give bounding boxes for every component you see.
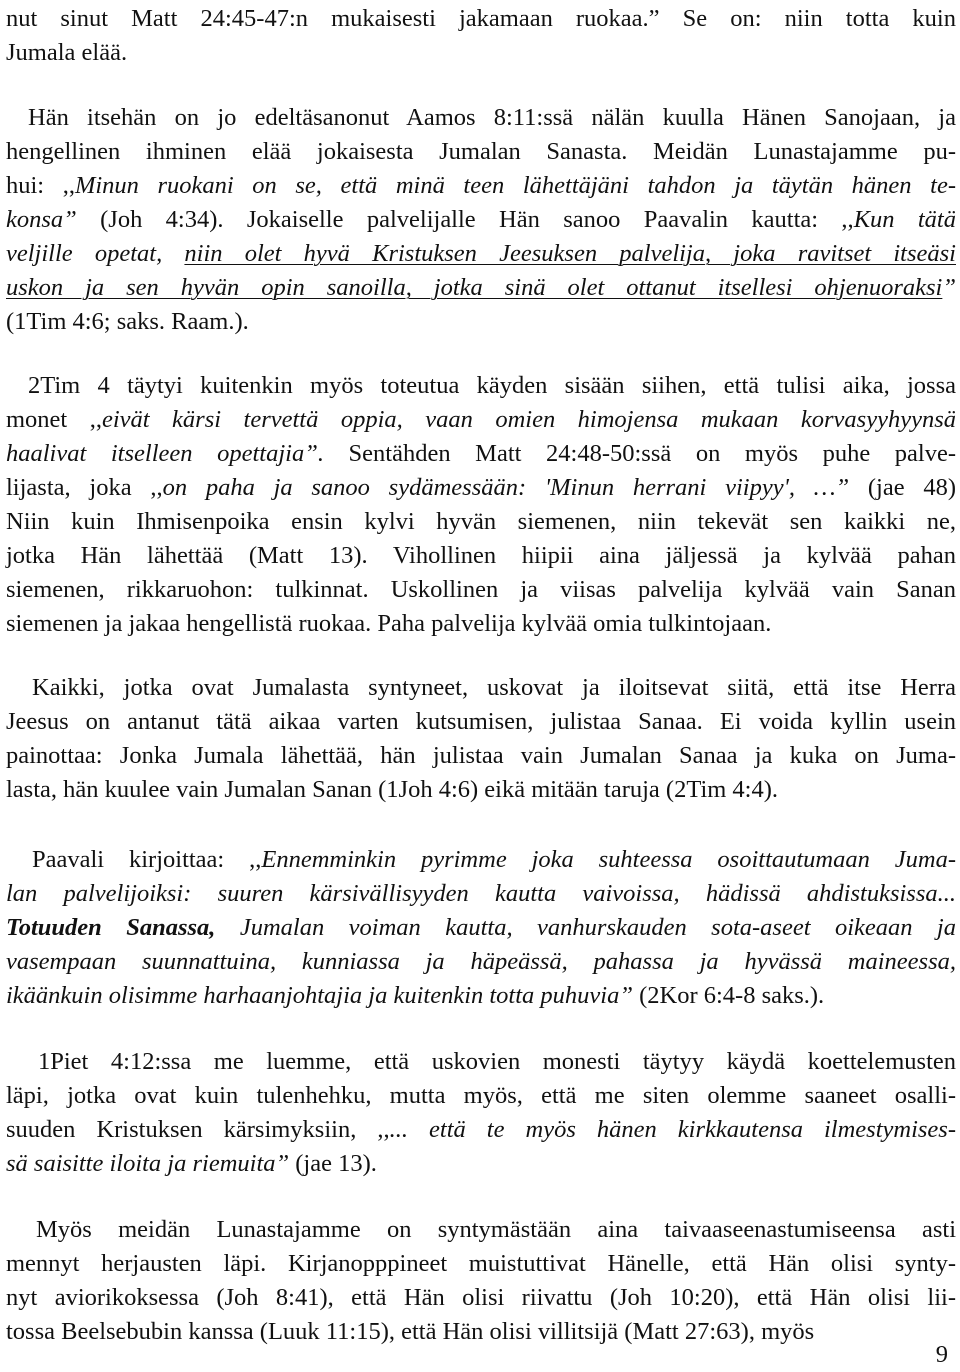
text-run: hui: ,,	[6, 172, 75, 199]
text-run: uskon ja sen hyvän opin sanoilla, jotka sinä olet ottanut itsellesi ohjenuoraksi	[6, 274, 943, 301]
text-run: jotka Hän lähettää (Matt 13). Vihollinen hiipii aina jäljessä ja kylvää pahan	[6, 542, 956, 569]
text-line	[6, 1247, 956, 1281]
text-run: vasempaan suunnattuina, kunniassa ja häpeässä, pahassa ja hyvässä maineessa,	[6, 948, 956, 975]
text-run: lan palvelijoiksi: suuren kärsivällisyyden kautta vaivoissa, hädissä ahdistuksissa...	[6, 880, 956, 907]
text-line	[6, 979, 956, 1013]
text-run: lijasta, joka ,,	[6, 474, 163, 501]
text-run: on paha ja sanoo sydämessään: 'Minun herrani viipyy', …”	[162, 474, 850, 501]
text-line	[6, 271, 956, 305]
text-line	[6, 203, 956, 237]
text-line	[6, 877, 956, 911]
text-run: 2Tim 4 täytyi kuitenkin myös toteutua käyden sisään siihen, että tulisi aika, jossa	[28, 372, 956, 399]
text-line	[6, 1113, 956, 1147]
text-line	[6, 773, 956, 807]
text-run: Jeesus on antanut tätä aikaa varten kutsumisen, julistaa Sanaa. Ei voida kyllin usein	[6, 708, 956, 735]
text-line	[6, 671, 956, 705]
text-run: Totuuden Sanassa,	[6, 914, 216, 941]
text-run: tossa Beelsebubin kanssa (Luuk 11:15), että Hän olisi villitsijä (Matt 27:63), myös	[6, 1318, 815, 1345]
text-run: (1Tim 4:6; saks. Raam.).	[6, 308, 249, 335]
text-line	[6, 1147, 956, 1181]
text-run: Paavali kirjoittaa: ,,	[32, 846, 262, 873]
text-run: siemenen, rikkaruohon: tulkinnat. Uskollinen ja viisas palvelija kylvää vain Sanan	[6, 576, 956, 603]
text-line	[6, 101, 956, 135]
text-run: Sentähden Matt 24:48-50:ssä on myös puhe palve-	[323, 440, 956, 467]
text-line	[6, 705, 956, 739]
text-run: nut sinut Matt 24:45-47:n mukaisesti jakamaan ruokaa.” Se on: niin totta kuin	[6, 5, 956, 32]
text-run: (jae 13).	[289, 1150, 377, 1177]
text-line	[6, 169, 956, 203]
text-run: sä saisitte iloita ja riemuita”	[6, 1150, 290, 1177]
text-run: Jumalan voiman kautta, vanhurskauden sota-aseet oikeaan ja	[215, 914, 956, 941]
text-line	[6, 2, 956, 36]
text-line	[6, 607, 956, 641]
text-line	[6, 1315, 956, 1349]
text-run: monet ,,	[6, 406, 102, 433]
text-line	[6, 739, 956, 773]
text-line	[6, 237, 956, 271]
text-line	[6, 945, 956, 979]
text-line	[6, 1045, 956, 1079]
text-run: läpi, jotka ovat kuin tulenhehku, mutta myös, että me siten olemme saaneet osalli-	[6, 1082, 956, 1109]
text-run: konsa”	[6, 206, 77, 233]
text-run: ikäänkuin olisimme harhaanjohtajia ja kuitenkin totta puhuvia”	[6, 982, 633, 1009]
text-run: Ennemminkin pyrimme joka suhteessa osoittautumaan Juma-	[261, 846, 956, 873]
text-line	[6, 843, 956, 877]
text-run: Minun ruokani on se, että minä teen lähettäjäni tahdon ja täytän hänen te-	[74, 172, 956, 199]
text-run: Kaikki, jotka ovat Jumalasta syntyneet, uskovat ja iloitsevat siitä, että itse Herra	[32, 674, 956, 701]
text-run: suuden Kristuksen kärsimyksiin, ,,	[6, 1116, 390, 1143]
text-run: Myös meidän Lunastajamme on syntymästään aina taivaaseenastumiseensa asti	[36, 1216, 956, 1243]
text-line	[6, 505, 956, 539]
text-run: painottaa: Jonka Jumala lähettää, hän julistaa vain Jumalan Sanaa ja kuka on Juma-	[6, 742, 956, 769]
text-run: Jumala elää.	[6, 39, 128, 66]
text-run: ”	[942, 274, 956, 301]
text-run: nyt aviorikoksessa (Joh 8:41), että Hän olisi riivattu (Joh 10:20), että Hän olisi lii-	[6, 1284, 956, 1311]
text-line	[6, 369, 956, 403]
text-line	[6, 1079, 956, 1113]
text-run: Kun tätä	[853, 206, 956, 233]
text-run: lasta, hän kuulee vain Jumalan Sanan (1Joh 4:6) eikä mitään taruja (2Tim 4:4).	[6, 776, 779, 803]
text-run: (jae 48)	[849, 474, 957, 501]
text-line	[6, 36, 956, 70]
text-line	[6, 135, 956, 169]
text-line	[6, 573, 956, 607]
text-line	[6, 1213, 956, 1247]
text-run: eivät kärsi tervettä oppia, vaan omien himojensa mukaan korvasyyhyynsä	[101, 406, 956, 433]
page-number: 9	[935, 1341, 948, 1368]
text-line	[6, 539, 956, 573]
text-line	[6, 305, 956, 339]
text-run: (Joh 4:34). Jokaiselle palvelijalle Hän sanoo Paavalin kautta: ,,	[76, 206, 854, 233]
text-run: veljille opetat,	[6, 240, 185, 267]
text-line	[6, 911, 956, 945]
text-line	[6, 403, 956, 437]
text-line	[6, 471, 956, 505]
text-line	[6, 437, 956, 471]
text-run: 1Piet 4:12:ssa me luemme, että uskovien monesti täytyy käydä koettelemusten	[38, 1048, 956, 1075]
text-run: haalivat itselleen opettajia”.	[6, 440, 324, 467]
text-run: ... että te myös hänen kirkkautensa ilmestymises-	[389, 1116, 957, 1143]
text-run: siemenen ja jakaa hengellistä ruokaa. Paha palvelija kylvää omia tulkintojaan.	[6, 610, 772, 637]
text-run: niin olet hyvä Kristuksen Jeesuksen palvelija, joka ravitset itseäsi	[184, 240, 956, 267]
text-line	[6, 1281, 956, 1315]
text-run: mennyt herjausten läpi. Kirjanopppineet muistuttivat Hänelle, että Hän olisi synty-	[6, 1250, 956, 1277]
text-run: Hän itsehän on jo edeltäsanonut Aamos 8:11:ssä nälän kuulla Hänen Sanojaan, ja	[28, 104, 956, 131]
text-run: hengellinen ihminen elää jokaisesta Jumalan Sanasta. Meidän Lunastajamme pu-	[6, 138, 956, 165]
text-run: Niin kuin Ihmisenpoika ensin kylvi hyvän siemenen, niin tekevät sen kaikki ne,	[6, 508, 956, 535]
text-run: (2Kor 6:4-8 saks.).	[632, 982, 825, 1009]
